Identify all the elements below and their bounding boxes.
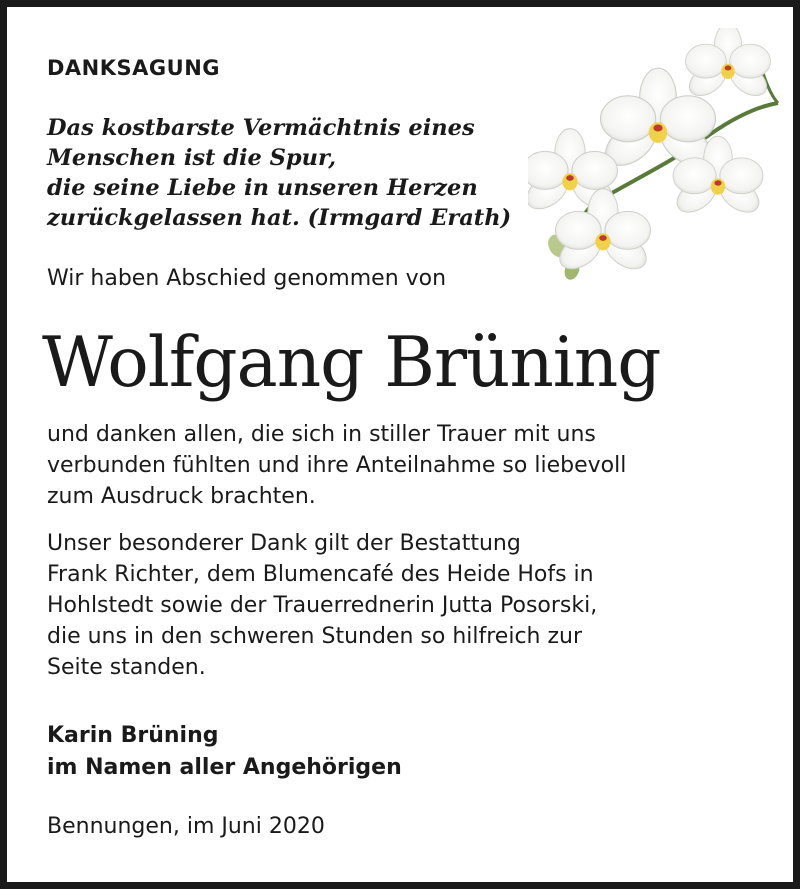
notice-heading: DANKSAGUNG bbox=[47, 56, 221, 80]
special-thanks-paragraph bbox=[47, 528, 597, 683]
intro-text: Wir haben Abschied genommen von bbox=[47, 266, 447, 291]
body-line: Hohlstedt sowie der Trauerrednerin Jutta Posorski, bbox=[47, 593, 598, 618]
signature bbox=[47, 720, 402, 784]
body-line: Unser besonderer Dank gilt der Bestattung bbox=[47, 531, 521, 556]
orchid-icon bbox=[528, 28, 790, 290]
signature-line: im Namen aller Angehörigen bbox=[47, 755, 402, 780]
quote-line: Das kostbarste Vermächtnis eines bbox=[47, 115, 475, 141]
body-line: die uns in den schweren Stunden so hilfreich zur bbox=[47, 624, 583, 649]
body-line: Seite standen. bbox=[47, 655, 206, 680]
body-line: verbunden fühlten und ihre Anteilnahme so liebevoll bbox=[47, 453, 627, 478]
deceased-name: Wolfgang Brüning bbox=[42, 323, 661, 403]
body-line: zum Ausdruck brachten. bbox=[47, 484, 316, 509]
thanks-paragraph bbox=[47, 419, 626, 512]
place-date: Bennungen, im Juni 2020 bbox=[47, 814, 325, 839]
signature-line: Karin Brüning bbox=[47, 723, 219, 748]
memorial-quote bbox=[47, 113, 511, 233]
body-line: Frank Richter, dem Blumencafé des Heide Hofs in bbox=[47, 562, 594, 587]
body-line: und danken allen, die sich in stiller Trauer mit uns bbox=[47, 422, 596, 447]
quote-line: Menschen ist die Spur, bbox=[47, 145, 337, 171]
quote-line: die seine Liebe in unseren Herzen bbox=[47, 175, 478, 201]
quote-line: zurückgelassen hat. (Irmgard Erath) bbox=[47, 205, 512, 231]
